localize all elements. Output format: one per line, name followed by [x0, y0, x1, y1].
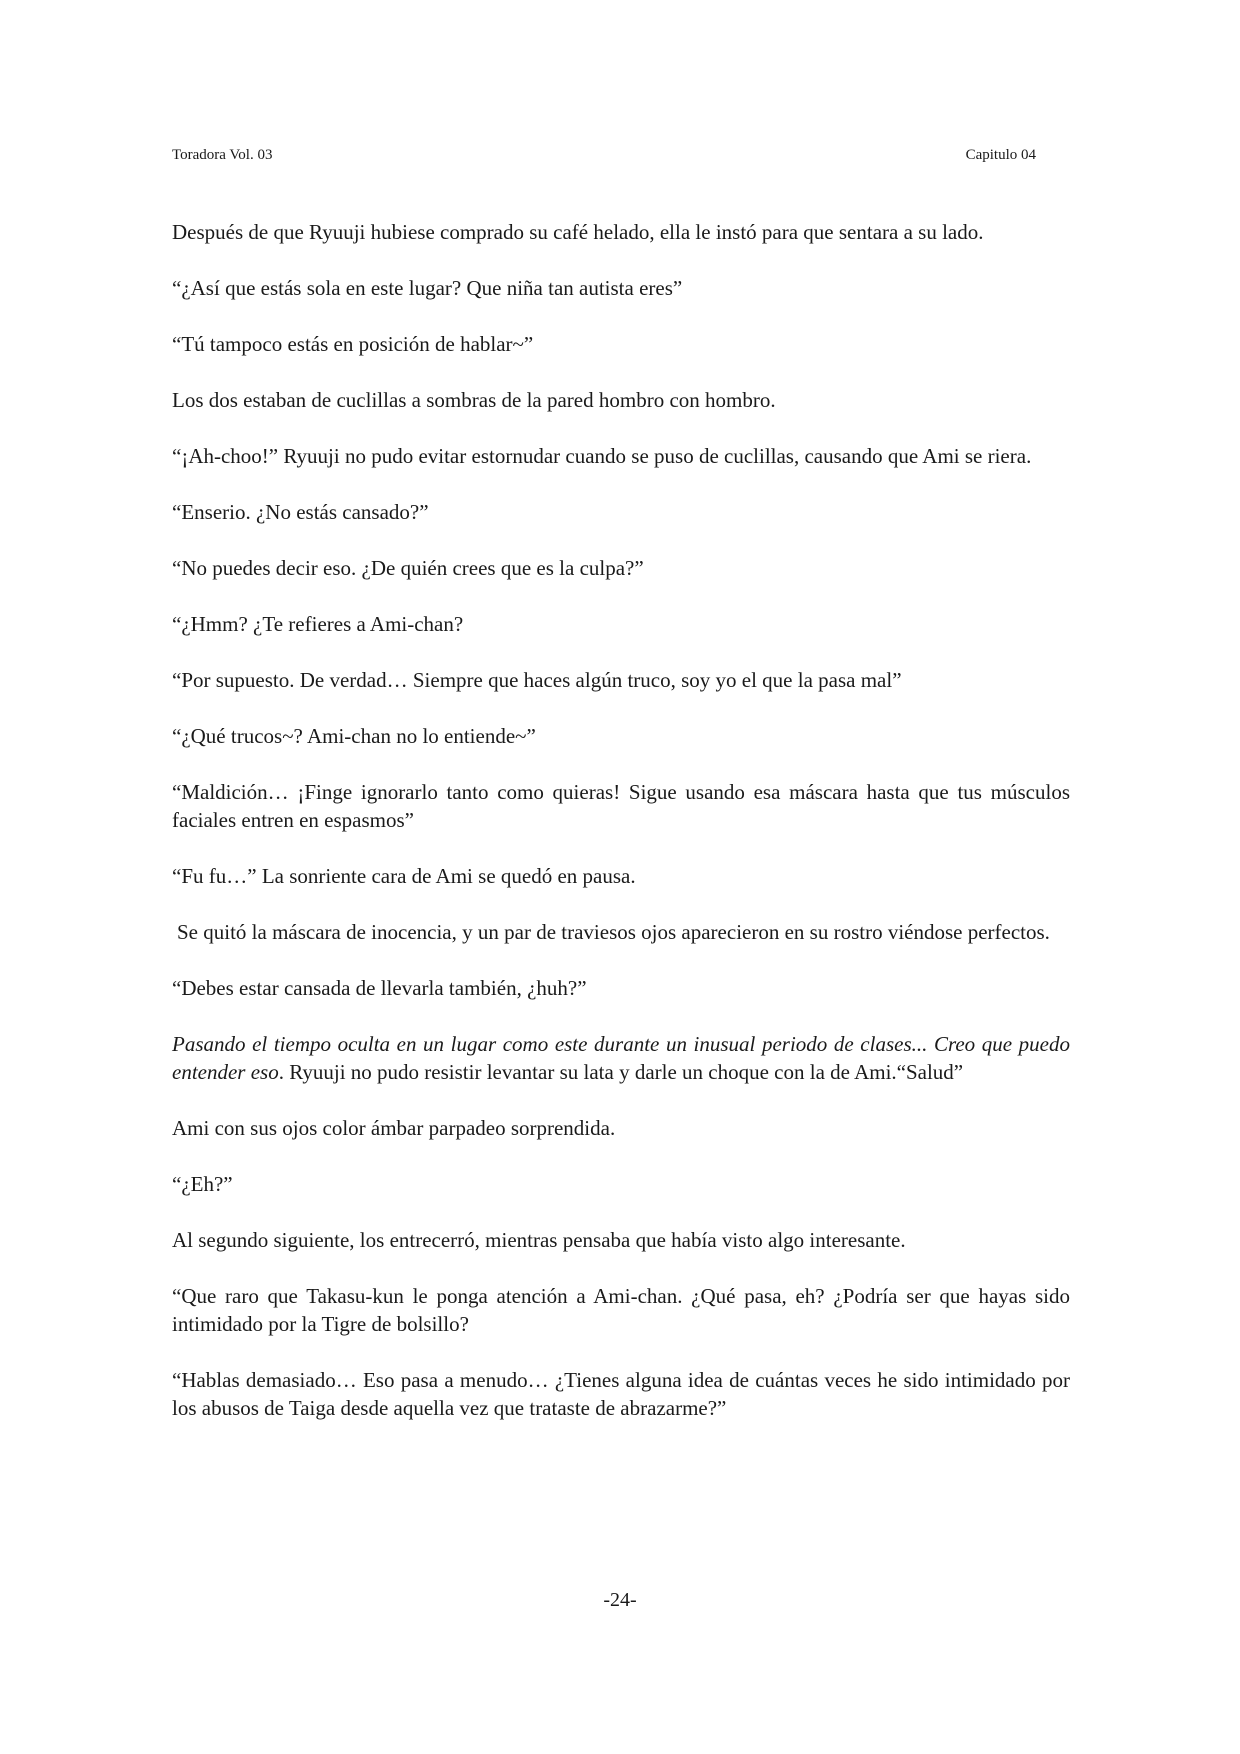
paragraph: “Debes estar cansada de llevarla también, ¿huh?” — [172, 976, 587, 1000]
paragraph: “Que raro que Takasu-kun le ponga atención a Ami-chan. ¿Qué pasa, eh? ¿Podría ser que hayas sido intimidado por la Tigre de bolsillo? — [172, 1284, 1070, 1336]
paragraph: Se quitó la máscara de inocencia, y un par de traviesos ojos aparecieron en su rostro viéndose perfectos. — [177, 920, 1050, 944]
paragraph: Los dos estaban de cuclillas a sombras de la pared hombro con hombro. — [172, 388, 776, 412]
paragraph: “¿Hmm? ¿Te refieres a Ami-chan? — [172, 612, 464, 636]
paragraph: “Por supuesto. De verdad… Siempre que haces algún truco, soy yo el que la pasa mal” — [172, 668, 902, 692]
paragraph: “¿Eh?” — [172, 1172, 233, 1196]
paragraph: “¿Así que estás sola en este lugar? Que niña tan autista eres” — [172, 276, 683, 300]
paragraph: Ami con sus ojos color ámbar parpadeo sorprendida. — [172, 1116, 616, 1140]
paragraph: “¡Ah-choo!” Ryuuji no pudo evitar estornudar cuando se puso de cuclillas, causando que Ami se riera. — [172, 444, 1032, 468]
paragraph: Después de que Ryuuji hubiese comprado su café helado, ella le instó para que sentara a su lado. — [172, 220, 984, 244]
paragraph: “No puedes decir eso. ¿De quién crees que es la culpa?” — [172, 556, 644, 580]
page-number: -24- — [603, 1589, 637, 1611]
paragraph: “Maldición… ¡Finge ignorarlo tanto como quieras! Sigue usando esa máscara hasta que tus músculos faciales entren en espasmos” — [172, 780, 1070, 832]
paragraph: “Hablas demasiado… Eso pasa a menudo… ¿Tienes alguna idea de cuántas veces he sido intimidado por los abusos de Taiga desde aquella vez que trataste de abrazarme?” — [172, 1368, 1070, 1420]
page-header — [172, 146, 1036, 164]
paragraph-with-italic — [172, 1030, 1070, 1086]
paragraph: “Tú tampoco estás en posición de hablar~” — [172, 332, 534, 356]
header-book-title: Toradora Vol. 03 — [172, 147, 273, 163]
paragraph-rest: . Ryuuji no pudo resistir levantar su lata y darle un choque con la de Ami.“Salud” — [278, 1060, 964, 1084]
paragraph: “Enserio. ¿No estás cansado?” — [172, 500, 429, 524]
paragraph: “¿Qué trucos~? Ami-chan no lo entiende~” — [172, 724, 536, 748]
paragraph: Al segundo siguiente, los entrecerró, mientras pensaba que había visto algo interesante. — [172, 1228, 906, 1252]
paragraph: “Fu fu…” La sonriente cara de Ami se quedó en pausa. — [172, 864, 636, 888]
page-footer — [0, 1588, 1240, 1612]
header-chapter: Capitulo 04 — [965, 147, 1036, 163]
italic-thought: Pasando el tiempo oculta en un lugar como este durante un inusual periodo de clases... Creo que puedo entender eso — [172, 1032, 1070, 1084]
page-body — [172, 218, 1070, 1450]
